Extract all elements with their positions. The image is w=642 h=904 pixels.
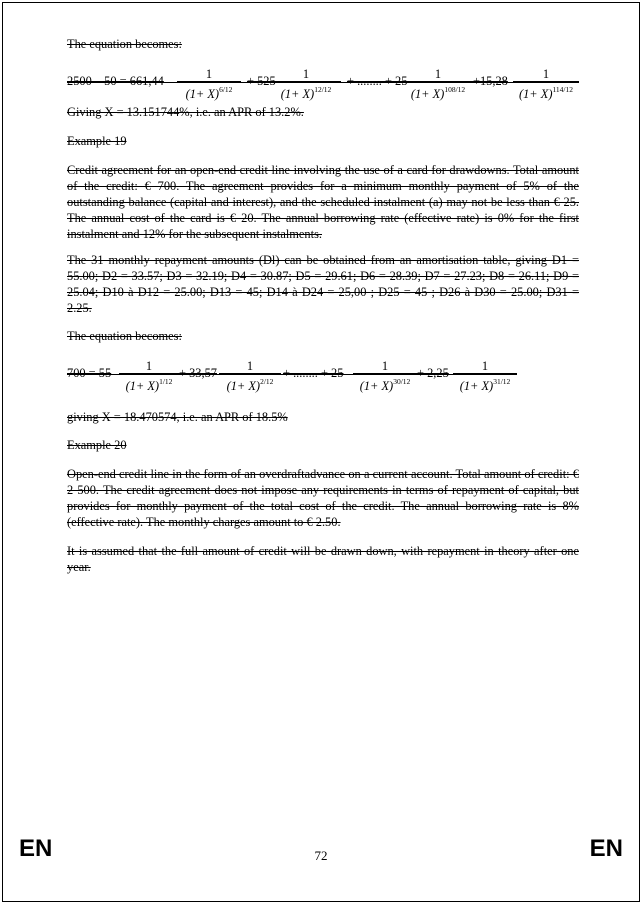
equation-1 <box>67 65 579 109</box>
equation-1-fraction-3: $\frac{1}{(1+ X)^{108/12}}$ <box>403 67 473 101</box>
equation-2 <box>67 357 517 401</box>
paragraph-repayment-amounts: The 31 monthly repayment amounts (Dl) can be obtained from an amortisation table, giving D1 = 55.00; D2 = 33.57; D3 = 32.19; D4 = 30.87; D5 = 29.61; D6 = 28.39; D7 = 27.23; D8 = 26.11; D9 = 25.04; D10 à D12 = 25.00; D13 = 45; D14 à D24 = 25,00 ; D25 = 45 ; D26 à D30 = 25.00; D31 = 2.25. <box>67 253 579 315</box>
document-page <box>2 2 640 902</box>
equation-1-fraction-2: $\frac{1}{(1+ X)^{12/12}}$ <box>271 67 341 101</box>
paragraph-example-20-description: Open-end credit line in the form of an overdraftadvance on a current account. Total amount of credit: € 2 500. The credit agreement does not impose any requirements in terms of repayment of capital, but provides for monthly payment of the total cost of the credit. The annual borrowing rate is 8% (effective rate). The monthly charges amount to € 2.50. <box>67 467 579 529</box>
equation-2-fraction-2: $\frac{1}{(1+ X)^{2/12}}$ <box>219 359 281 393</box>
heading-example-20: Example 20 <box>67 438 127 452</box>
paragraph-apr-result-1: Giving X = 13.151744%, i.e. an APR of 13.2%. <box>67 105 304 119</box>
paragraph-equation-intro-2: The equation becomes: <box>67 329 182 343</box>
equation-2-lhs: 700 = 55 <box>67 366 112 380</box>
heading-example-19: Example 19 <box>67 134 127 148</box>
equation-1-ellipsis: + ........ + 25 <box>347 74 408 88</box>
language-label-right: EN <box>589 835 623 862</box>
paragraph-assumption: It is assumed that the full amount of credit will be drawn down, with repayment in theory after one year. <box>67 544 579 574</box>
language-label-left: EN <box>19 835 53 862</box>
equation-2-fraction-1: $\frac{1}{(1+ X)^{1/12}}$ <box>119 359 179 393</box>
equation-1-fraction-4: $\frac{1}{(1+ X)^{114/12}}$ <box>513 67 579 101</box>
equation-2-ellipsis: + ........ + 25 <box>283 366 344 380</box>
equation-1-coef-4: +15,28 <box>473 74 508 88</box>
equation-2-fraction-4: $\frac{1}{(1+ X)^{31/12}}$ <box>453 359 517 393</box>
page-number: 72 <box>314 848 328 863</box>
equation-1-lhs: 2500 – 50 = 661,44 <box>67 74 164 88</box>
equation-1-coef-2: + 525 <box>247 74 276 88</box>
equation-2-fraction-3: $\frac{1}{(1+ X)^{30/12}}$ <box>353 359 417 393</box>
paragraph-apr-result-2: giving X = 18.470574, i.e. an APR of 18.5% <box>67 410 288 424</box>
paragraph-example-19-description: Credit agreement for an open-end credit line involving the use of a card for drawdowns. Total amount of the credit: € 700. The agreement provides for a minimum monthly payment of 5% of the outstanding balance (capital and interest), and the scheduled instalment (a) may not be less than € 25. The annual cost of the card is € 20. The annual borrowing rate (effective rate) is 0% for the first instalment and 12% for the subsequent instalments. <box>67 163 579 241</box>
paragraph-equation-intro-1: The equation becomes: <box>67 37 182 51</box>
equation-2-coef-4: + 2,25 <box>417 366 449 380</box>
equation-2-coef-2: + 33,57 <box>179 366 217 380</box>
equation-1-fraction-1: $\frac{1}{(1+ X)^{6/12}}$ <box>177 67 241 101</box>
